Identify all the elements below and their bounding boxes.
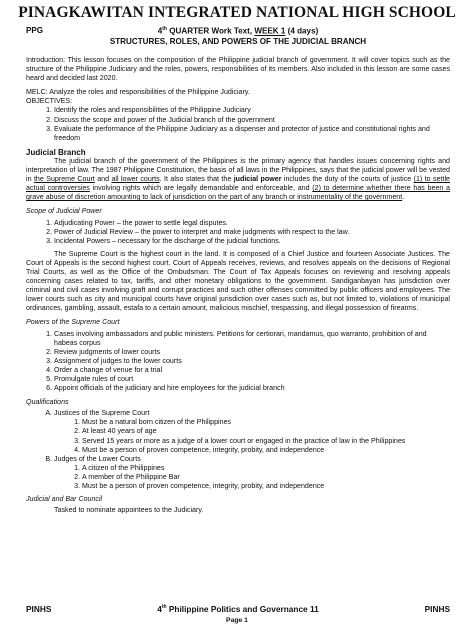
scope-item: 3. Incidental Powers – necessary for the discharge of the judicial functions. [54,237,450,246]
quarter-text: QUARTER Work Text, [166,26,255,36]
underlined-supreme-court: the Supreme Court [33,175,95,184]
footer-subject: Philippine Politics and Governance 11 [166,604,319,614]
scope-heading: Scope of Judicial Power [26,207,102,216]
powers-heading: Powers of the Supreme Court [26,318,120,327]
text-run: . It also states that the [159,175,234,184]
school-title: PINAGKAWITAN INTEGRATED NATIONAL HIGH SCHOOL [18,4,456,21]
text-run: . [402,193,405,202]
scope-list [26,219,450,246]
qualifications-heading: Qualifications [26,398,69,407]
days-label: (4 days) [285,26,319,36]
text-run: and [94,175,112,184]
qualification-item: 3. Must be a person of proven competence, integrity, probity, and independence [82,482,450,491]
text-run: involving rights which are legally demandable and enforceable, and [89,184,313,193]
quarter-number: 4 [157,26,163,36]
qualification-group [54,455,450,491]
scope-item: 1. Adjudicating Power – the power to settle legal disputes. [54,219,450,228]
supreme-court-paragraph: The Supreme Court is the highest court in the land. It is composed of a Chief Justice and fourteen Associate Justices. The Court of Appeals is the second highest court. Court of Appeals receives, reviews, and resolves appeals on the decisions of Regional Trial Courts, as well as the Office of the Ombudsman. The Court of Tax Appeals focuses on reviewing and resolving appeals concerning cases related to tax, tariffs, and other monetary obligations to the government. Sandiganbayan has jurisdiction over criminal and civil cases involving graft and corrupt practices and such other offenses committed by public officers and employees. The lower courts such as city and municipal courts have original jurisdiction over cases such as, but not limited to, violations of municipal ordinances, gambling, assault, estafa to a certain amount, malicious mischief, trespassing, and illegal possession of firearms. [26,249,450,313]
qualification-sublist [54,464,450,491]
qualification-group-label: Justices of the Supreme Court [54,409,150,418]
qualification-sublist [54,418,450,454]
quarter-line [26,26,450,36]
power-item: 3. Assignment of judges to the lower courts [54,357,450,366]
page-number: Page 1 [226,617,248,624]
council-heading: Judicial and Bar Council [26,495,103,504]
footer-right: PINHS [424,604,450,614]
qualification-item: 1. Must be a natural born citizen of the Philippines [82,418,450,427]
power-item: 5. Promulgate rules of court [54,375,450,384]
lesson-subtitle: STRUCTURES, ROLES, AND POWERS OF THE JUDICIAL BRANCH [109,36,367,46]
objective-item: 2. Discuss the scope and power of the Judicial branch of the government [54,116,450,125]
qualifications-list [26,409,450,491]
qualification-item: 2. A member of the Philippine Bar [82,473,450,482]
week-label: WEEK 1 [254,26,286,36]
council-text: Tasked to nominate appointees to the Judiciary. [54,506,204,515]
text-run: The judicial branch of the government of the Philippines is the primary agency that handles issues concerning rights and interpretation of law. The 1987 Philippine Constitution, the basis of all laws in the Philippines, says that the judicial power will be vested in [26,156,450,184]
bold-judicial-power: judicial power [233,175,282,184]
worktext-header [26,26,450,46]
scope-item: 2. Power of Judicial Review – the power to interpret and make judgments with respect to the law. [54,228,450,237]
power-item: 6. Appoint officials of the judiciary and hire employees for the judicial branch [54,384,450,393]
judicial-branch-heading: Judicial Branch [26,147,86,157]
objectives-list [26,106,450,142]
power-item: 1. Cases involving ambassadors and public ministers. Petitions for certiorari, mandamus, quo warranto, prohibition of and habeas corpus [54,330,450,348]
qualification-item: 1. A citizen of the Philippines [82,464,450,473]
underlined-settle-controversies: (1) to settle actual controversies [26,175,450,193]
power-item: 2. Review judgments of lower courts [54,348,450,357]
objective-item: 3. Evaluate the performance of the Philippine Judiciary as a dispenser and protector of justice and constitutional rights and freedom [54,125,450,143]
qualification-group [54,409,450,454]
page-footer [26,604,450,616]
subject-code: PPG [26,26,44,35]
objective-item: 1. Identify the roles and responsibilities of the Philippine Judiciary [54,106,450,115]
text-run: includes the duty of the courts of justice [281,175,414,184]
footer-quarter-suffix: th [161,604,167,611]
qualification-item: 2. At least 40 years of age [82,427,450,436]
judicial-branch-paragraph [26,157,450,202]
melc-line: MELC: Analyze the roles and responsibilities of the Philippine Judiciary. [26,88,250,97]
introduction-paragraph: Introduction: This lesson focuses on the composition of the Philippine judicial branch of government. It will cover topics such as the structure of the Philippine Judiciary and the roles, powers, responsibilities of its members. Also included in this lesson are some cases heard and decided last 2020. [26,56,450,83]
qualification-group-label: Judges of the Lower Courts [54,454,141,463]
underlined-lower-courts: all lower courts [111,175,160,184]
objectives-label: OBJECTIVES: [26,97,73,106]
qualification-item: 4. Must be a person of proven competence, integrity, probity, and independence [82,446,450,455]
power-item: 4. Order a change of venue for a trial [54,366,450,375]
document-body [26,56,450,515]
quarter-suffix: th [162,26,167,32]
underlined-determine-abuse: (2) to determine whether there has been a grave abuse of discretion amounting to lack of jurisdiction on the part of any branch or instrumentality of the government [26,184,451,202]
powers-list [26,330,450,394]
footer-center [26,604,450,614]
footer-left: PINHS [26,604,52,614]
qualification-item: 3. Served 15 years or more as a judge of a lower court or engaged in the practice of law in the Philippines [82,437,450,446]
footer-quarter-number: 4 [157,604,162,614]
